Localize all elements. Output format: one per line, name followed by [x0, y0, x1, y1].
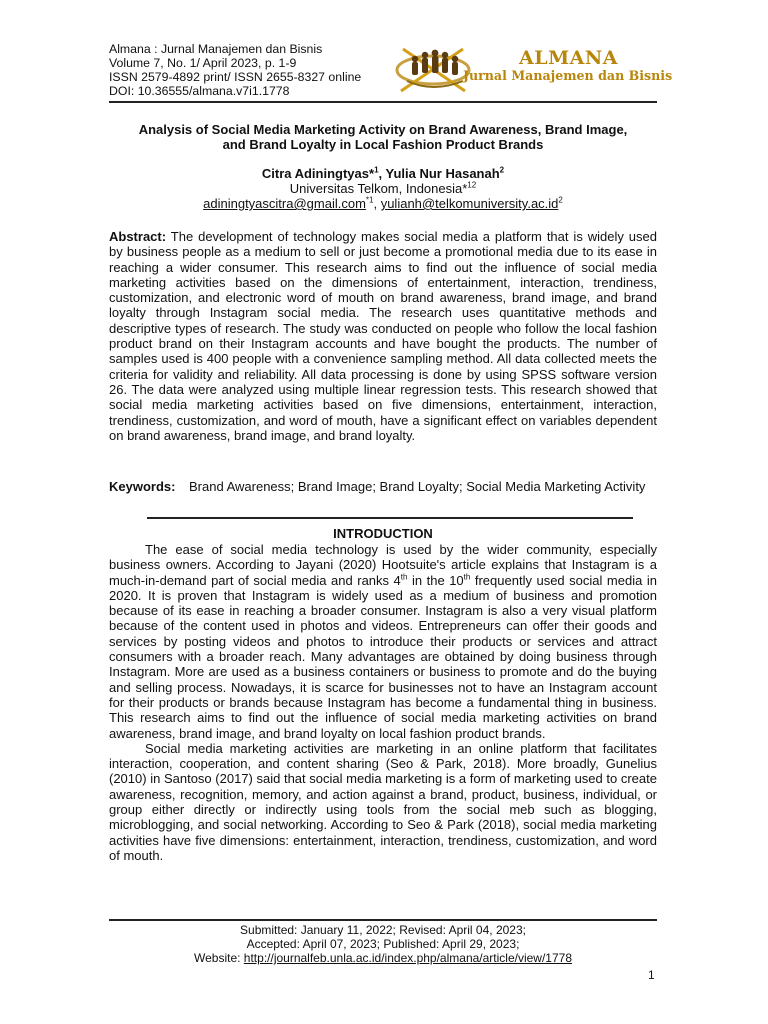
- intro-paragraph-1: The ease of social media technology is used by the wider community, especially business owners. According to Jayani (2020) Hootsuite's article explains that Instagram is a much-in-demand part of social media and ranks 4th in the 10th frequently used social media in 2020. It is proven that Instagram is widely used as a medium of business and promotion because of its ease in reaching a broader consumer. Instagram is also a very visual platform because of the content used in photos and videos. Entrepreneurs can offer their goods and services by posting videos and photos to introduce their products or services and attract consumers with a broader reach. Many advantages are obtained by doing business through Instagram. More are used as a business containers or business to promote and do the buying and selling process. Nowadays, it is scarce for businesses not to have an Instagram account for their products or brands because Instagram has become a fundamental thing in business. This research aims to find out the influence of social media marketing activities on brand awareness, brand image, and brand loyalty on local fashion product brands.: [109, 542, 657, 741]
- abstract-label: Abstract:: [109, 229, 167, 244]
- doi-info: DOI: 10.36555/almana.v7i1.1778: [109, 84, 290, 98]
- email-link-1[interactable]: adiningtyascitra@gmail.com: [203, 196, 366, 211]
- intro-paragraph-2: Social media marketing activities are marketing in an online platform that facilitates interaction, cooperation, and content sharing (Seo & Park, 2018). More broadly, Gunelius (2010) in Santoso (2017) said that social media marketing is a form of marketing used to create awareness, recognition, memory, and action against a brand, product, business, individual, or group either directly or indirectly using tools from the social meb such as blogging, microblogging, and social networking. According to Seo & Park (2018), social media marketing activities have five dimensions: entertainment, interaction, trendiness, customization, and word of mouth.: [109, 740, 657, 863]
- website-link[interactable]: http://journalfeb.unla.ac.id/index.php/almana/article/view/1778: [243, 951, 573, 965]
- title-line-2: and Brand Loyalty in Local Fashion Product Brands: [222, 137, 544, 152]
- introduction-body: [109, 542, 657, 863]
- section-divider: [147, 517, 633, 519]
- abstract-text: The development of technology makes social media a platform that is widely used by business people as a medium to sell or just become a promotional media due to its ease in reaching a wider consumer. This research aims to find out the influence of social media marketing activities based on the dimensions of entertainment, interaction, trendiness, customization, and electronic word of mouth on brand awareness, brand image, and brand loyalty through Instagram social media. The research uses quantitative methods and descriptive types of research. The study was conducted on people who follow the local fashion product brand on their Instagram accounts and have bought the products. The number of samples used is 400 people with a convenience sampling method. All data collected meets the criteria for validity and reliability. All data processing is done by using SPSS software version 26. The data were analyzed using multiple linear regression tests. This research showed that social media marketing activities based on five dimensions, entertainment, interaction, trendiness, customization, and word of mouth, have a significant effect on variables dependent on brand awareness, brand image, and brand loyalty.: [109, 229, 657, 443]
- abstract: [109, 229, 657, 443]
- header-divider: [109, 101, 657, 103]
- page-number: 1: [648, 968, 655, 982]
- volume-info: Volume 7, No. 1/ April 2023, p. 1-9: [109, 56, 297, 70]
- dates-line-1: Submitted: January 11, 2022; Revised: April 04, 2023;: [240, 923, 526, 937]
- journal-name: Almana : Jurnal Manajemen dan Bisnis: [109, 42, 323, 56]
- journal-header: [109, 42, 361, 98]
- author-block: [109, 166, 657, 211]
- issn-info: ISSN 2579-4892 print/ ISSN 2655-8327 online: [109, 70, 362, 84]
- author-names: Citra Adiningtyas*$^1$, Yulia Nur Hasanah$^2$: [261, 165, 505, 181]
- author-1: Citra Adiningtyas*: [261, 166, 375, 181]
- logo-subtitle: Jurnal Manajemen dan Bisnis: [463, 68, 673, 83]
- introduction-heading: INTRODUCTION: [333, 526, 433, 541]
- author-emails: adiningtyascitra@gmail.com$^{*1}$, $yulianh@telkomuniversity.ac.id^2$: [203, 195, 563, 211]
- keywords-text: Brand Awareness; Brand Image; Brand Loyalty; Social Media Marketing Activity: [189, 479, 646, 494]
- author-2: Yulia Nur Hasanah: [385, 166, 500, 181]
- article-title: [109, 122, 657, 152]
- website-line: Website: http://journalfeb.unla.ac.id/index.php/almana/article/view/1778: [193, 951, 573, 965]
- journal-logo: [393, 41, 673, 99]
- affiliation: Universitas Telkom, Indonesia*$^{12}$: [289, 180, 477, 196]
- footer-divider: [109, 919, 657, 921]
- logo-title: ALMANA: [519, 47, 618, 69]
- keywords: [109, 479, 657, 494]
- title-line-1: Analysis of Social Media Marketing Activity on Brand Awareness, Brand Image,: [138, 122, 628, 137]
- email-link-2[interactable]: yulianh@telkomuniversity.ac.id: [380, 196, 559, 211]
- dates-line-2: Accepted: April 07, 2023; Published: April 29, 2023;: [246, 937, 520, 951]
- footer: [109, 923, 657, 965]
- keywords-label: Keywords:: [109, 479, 176, 494]
